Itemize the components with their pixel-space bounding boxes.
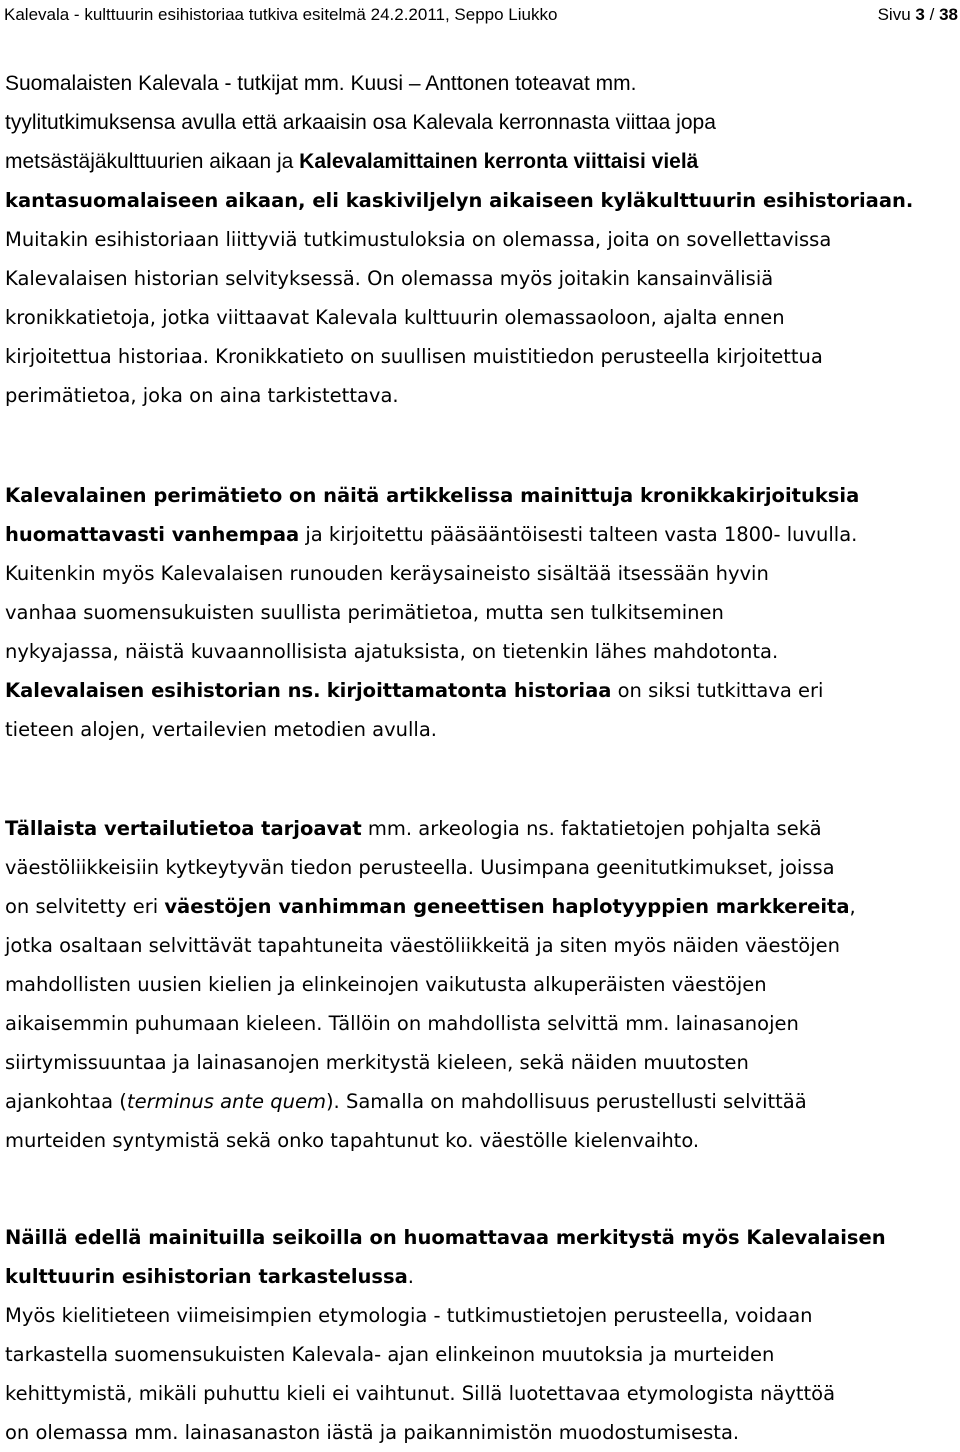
paragraph-line: aikaisemmin puhumaan kieleen. Tällöin on mahdollista selvittä mm. lainasanojen	[5, 1012, 799, 1035]
paragraph-line: kirjoitettua historiaa. Kronikkatieto on suullisen muistitiedon perusteella kirjoitettua	[5, 345, 823, 368]
paragraph-line: kehittymistä, mikäli puhuttu kieli ei vaihtunut. Sillä luotettavaa etymologista näyttöä	[5, 1382, 836, 1405]
paragraph-line: Kalevalaisen historian selvityksessä. On olemassa myös joitakin kansainvälisiä	[5, 267, 774, 290]
paragraph-line: on olemassa mm. lainasanaston iästä ja paikannimistön muodostumisesta.	[5, 1421, 740, 1444]
paragraph-4	[5, 1218, 960, 1452]
paragraph-line: siirtymissuuntaa ja lainasanojen merkitystä kieleen, sekä näiden muutosten	[5, 1051, 749, 1074]
paragraph-line: ajankohtaa (terminus ante quem). Samalla on mahdollisuus perustellusti selvittää	[5, 1090, 807, 1113]
paragraph-line: Suomalaisten Kalevala - tutkijat mm. Kuusi – Anttonen toteavat mm.	[5, 72, 637, 95]
paragraph-line: metsästäjäkulttuurien aikaan ja Kalevalamittainen kerronta viittaisi vielä	[5, 150, 699, 173]
bold-text: väestöjen vanhimman geneettisen haplotyyppien markkereita	[164, 895, 850, 918]
page-separator: /	[929, 5, 935, 24]
bold-text: Tällaista vertailutietoa tarjoavat	[5, 817, 362, 840]
paragraph-line	[5, 181, 960, 220]
paragraph-line: tieteen alojen, vertailevien metodien avulla.	[5, 718, 437, 741]
paragraph-line: mahdollisten uusien kielien ja elinkeinojen vaikutusta alkuperäisten väestöjen	[5, 973, 767, 996]
paragraph-line	[5, 1218, 960, 1257]
italic-text: terminus ante quem	[126, 1090, 326, 1113]
paragraph-line: on selvitetty eri väestöjen vanhimman geneettisen haplotyyppien markkereita,	[5, 895, 856, 918]
bold-text: kirjoittamatonta historiaa	[326, 679, 612, 702]
page-header	[4, 4, 958, 26]
paragraph-line: Myös kielitieteen viimeisimpien etymologia - tutkimustietojen perusteella, voidaan	[5, 1304, 813, 1327]
paragraph-line: kulttuurin esihistorian tarkastelussa.	[5, 1265, 414, 1288]
paragraph-line: Kalevalaisen esihistorian ns. kirjoittamatonta historiaa on siksi tutkittava eri	[5, 679, 824, 702]
paragraph-line: perimätietoa, joka on aina tarkistettava.	[5, 384, 399, 407]
bold-text: Kalevalaisen esihistorian ns.	[5, 679, 321, 702]
paragraph-line: Kuitenkin myös Kalevalaisen runouden keräysaineisto sisältää itsessään hyvin	[5, 562, 769, 585]
paragraph-line: murteiden syntymistä sekä onko tapahtunut ko. väestölle kielenvaihto.	[5, 1129, 700, 1152]
bold-text: Kalevalamittainen kerronta viittaisi vielä	[299, 150, 699, 173]
paragraph-line: väestöliikkeisiin kytkeytyvän tiedon perusteella. Uusimpana geenitutkimukset, joissa	[5, 856, 835, 879]
paragraph-line	[5, 476, 960, 515]
page-total: 38	[939, 5, 958, 24]
paragraph-line: nykyajassa, näistä kuvaannollisista ajatuksista, on tietenkin lähes mahdotonta.	[5, 640, 779, 663]
paragraph-line: tarkastella suomensukuisten Kalevala- ajan elinkeinon muutoksia ja murteiden	[5, 1343, 775, 1366]
paragraph-line: Tällaista vertailutietoa tarjoavat mm. arkeologia ns. faktatietojen pohjalta sekä	[5, 817, 822, 840]
page-indicator	[878, 4, 958, 26]
paragraph-line: vanhaa suomensukuisten suullista perimätietoa, mutta sen tulkitseminen	[5, 601, 724, 624]
paragraph-1	[5, 64, 960, 415]
page-label: Sivu	[877, 5, 911, 24]
bold-text: huomattavasti vanhempaa	[5, 523, 300, 546]
paragraph-2	[5, 476, 960, 749]
paragraph-line: tyylitutkimuksensa avulla että arkaaisin osa Kalevala kerronnasta viittaa jopa	[5, 111, 716, 134]
paragraph-line: Muitakin esihistoriaan liittyviä tutkimustuloksia on olemassa, joita on sovellettavissa	[5, 228, 832, 251]
paragraph-line: huomattavasti vanhempaa ja kirjoitettu pääsääntöisesti talteen vasta 1800- luvulla.	[5, 523, 858, 546]
paragraph-3	[5, 809, 960, 1160]
bold-text: Kalevalainen perimätieto on näitä artikkelissa mainittuja kronikkakirjoituksia	[5, 484, 860, 507]
bold-text: kantasuomalaiseen aikaan, eli kaskiviljelyn aikaiseen kyläkulttuurin esihistoriaan.	[5, 189, 914, 212]
bold-text: kulttuurin esihistorian tarkastelussa	[5, 1265, 408, 1288]
bold-text: Näillä edellä mainituilla seikoilla on huomattavaa merkitystä myös Kalevalaisen	[5, 1226, 886, 1249]
paragraph-line: kronikkatietoja, jotka viittaavat Kalevala kulttuurin olemassaoloon, ajalta ennen	[5, 306, 785, 329]
document-title: Kalevala - kulttuurin esihistoriaa tutkiva esitelmä 24.2.2011, Seppo Liukko	[4, 5, 558, 24]
page-current: 3	[915, 5, 925, 24]
paragraph-line: jotka osaltaan selvittävät tapahtuneita väestöliikkeitä ja siten myös näiden väestöjen	[5, 934, 841, 957]
